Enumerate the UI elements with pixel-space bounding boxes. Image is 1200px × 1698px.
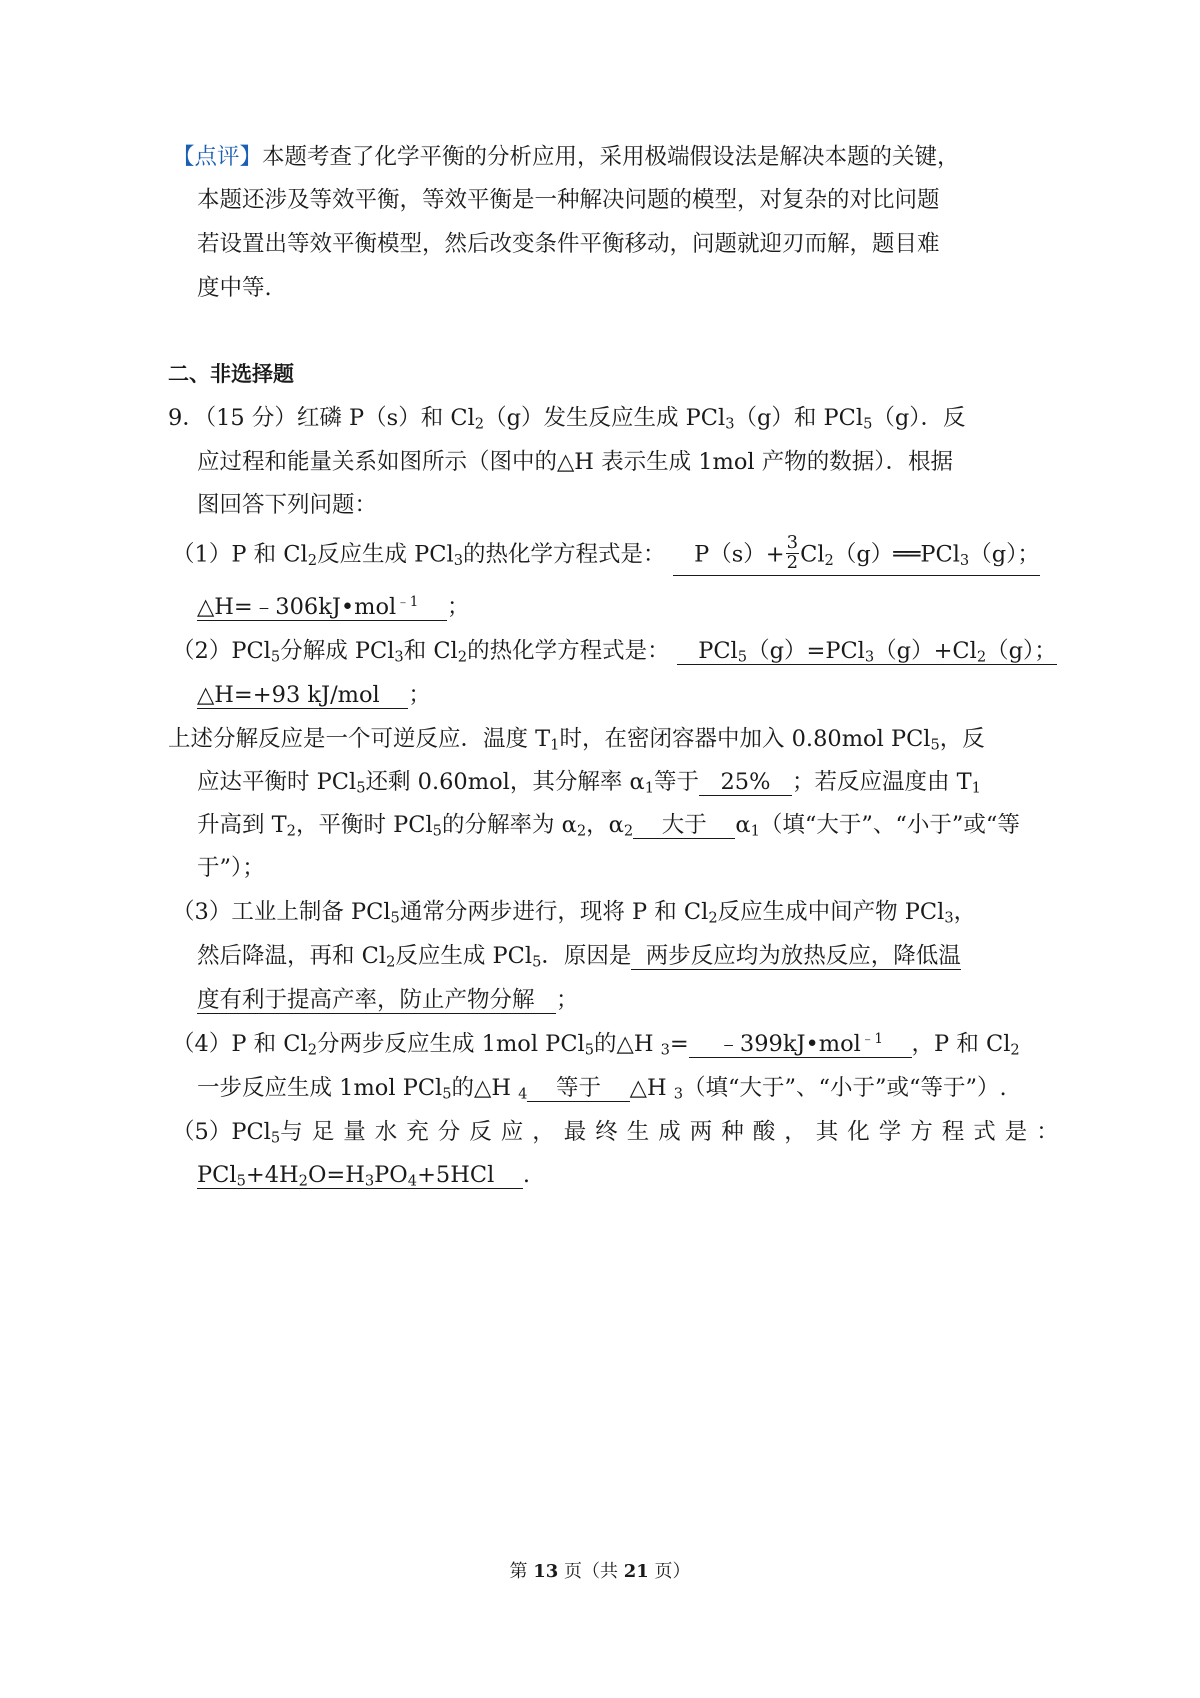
part-4-line-1: （4）P 和 $Cl_2$分两步反应生成 1mol PCl$_5$的△H $_3$= ﹣399kJ•mol$^{﹣1}$ ，P 和 $Cl_2$ bbox=[172, 1030, 1020, 1059]
part-5-line-2: $PCl_5+4H_2O=H_3PO_4+5HCl$ . bbox=[197, 1162, 531, 1190]
part-5-answer-equation: $PCl_5+4H_2O=H_3PO_4+5HCl$ bbox=[197, 1162, 523, 1189]
part-1-line-2: △H=﹣306kJ•mol$^{﹣1}$ ； bbox=[197, 593, 470, 620]
part-2b-line-1: 上述分解反应是一个可逆反应．温度 $T_1$时，在密闭容器中加入 0.80mol PCl$_5$，反 bbox=[168, 726, 985, 754]
answer-comparison-alpha: 大于 bbox=[633, 812, 735, 839]
review-line-3: 若设置出等效平衡模型，然后改变条件平衡移动，问题就迎刃而解，题目难 bbox=[197, 231, 940, 257]
review-line-4: 度中等. bbox=[197, 275, 272, 301]
part-2b-line-3: 升高到 $T_2$，平衡时 PCl$_5$的分解率为 $\alpha_2$，$\alpha_2$ 大于 $\alpha_1$（填“大于”、“小于”或“等 bbox=[197, 812, 1020, 840]
part-4-line-2: 一步反应生成 1mol PCl$_5$的△H $_4$ 等于 △H $_3$（填“大于”、“小于”或“等于”）. bbox=[197, 1075, 1007, 1103]
part-3-answer-b: 度有利于提高产率，防止产物分解 bbox=[197, 987, 556, 1014]
part-1-line-1: （1）P 和 $Cl_2$反应生成 PCl$_3$的热化学方程式是： P（s）+ $\frac{3}{2}$ $Cl_2(g)══PCl_3(g)$； bbox=[172, 536, 1040, 576]
fraction-three-halves: $\frac{3}{2}$ bbox=[786, 532, 799, 573]
q9-line-1: 9．（15 分）红磷 P（s）和 $Cl_2(g)$发生反应生成 PCl$_3$（g）和 PCl$_5$（g）．反 bbox=[168, 405, 966, 433]
section-title: 二、非选择题 bbox=[168, 362, 294, 386]
q9-line-2: 应过程和能量关系如图所示（图中的△H 表示生成 1mol 产物的数据）．根据 bbox=[197, 449, 954, 475]
part-2-answer-enthalpy: △H=+93 kJ/mol bbox=[197, 682, 408, 709]
part-3-line-1: （3）工业上制备 PCl$_5$通常分两步进行，现将 P 和 $Cl_2$反应生成中间产物 PCl$_3$， bbox=[172, 899, 977, 927]
part-2b-line-2: 应达平衡时 PCl$_5$还剩 0.60mol，其分解率 $\alpha_1$等于 25% ；若反应温度由 $T_1$ bbox=[197, 769, 981, 797]
answer-decomposition-rate: 25% bbox=[699, 769, 792, 796]
page-number: 13 bbox=[533, 1561, 559, 1582]
review-line-1: 【点评】本题考查了化学平衡的分析应用，采用极端假设法是解决本题的关键， bbox=[172, 144, 960, 170]
part-2-answer-equation: $PCl_5(g)=PCl_3(g)+Cl_2(g)$； bbox=[677, 638, 1057, 665]
part-3-line-3: 度有利于提高产率，防止产物分解 ； bbox=[197, 987, 579, 1013]
page-footer: 第 13 页（共 21 页） bbox=[509, 1561, 691, 1582]
part-2-line-1: （2）PCl$_5$分解成 PCl$_3$和 $Cl_2$的热化学方程式是： $PCl_5(g)=PCl_3(g)+Cl_2(g)$； bbox=[172, 638, 1057, 666]
part-5-line-1: （5） PCl$_5$ 与足量水充分反应，最终生成两种酸，其化学方程式是： bbox=[172, 1119, 1068, 1147]
part-2-line-2: △H=+93 kJ/mol ； bbox=[197, 682, 431, 708]
part-3-answer-a: 两步反应均为放热反应，降低温 bbox=[631, 943, 960, 970]
part-3-line-2: 然后降温，再和 $Cl_2$反应生成 PCl$_5$．原因是 两步反应均为放热反应，降低温 bbox=[197, 943, 961, 971]
part-2b-line-4: 于”）； bbox=[197, 855, 265, 881]
page-total: 21 bbox=[623, 1561, 649, 1582]
review-line-2: 本题还涉及等效平衡，等效平衡是一种解决问题的模型，对复杂的对比问题 bbox=[197, 187, 940, 213]
part-4-answer-comparison: 等于 bbox=[527, 1075, 629, 1102]
q9-line-3: 图回答下列问题： bbox=[197, 492, 378, 518]
review-tag: 【点评】 bbox=[172, 144, 263, 170]
part-4-answer-enthalpy: ﹣399kJ•mol$^{﹣1}$ bbox=[689, 1031, 912, 1058]
part-1-answer-equation: P（s）+ $\frac{3}{2}$ $Cl_2(g)══PCl_3(g)$； bbox=[673, 536, 1040, 576]
part-1-answer-enthalpy: △H=﹣306kJ•mol$^{﹣1}$ bbox=[197, 594, 447, 621]
